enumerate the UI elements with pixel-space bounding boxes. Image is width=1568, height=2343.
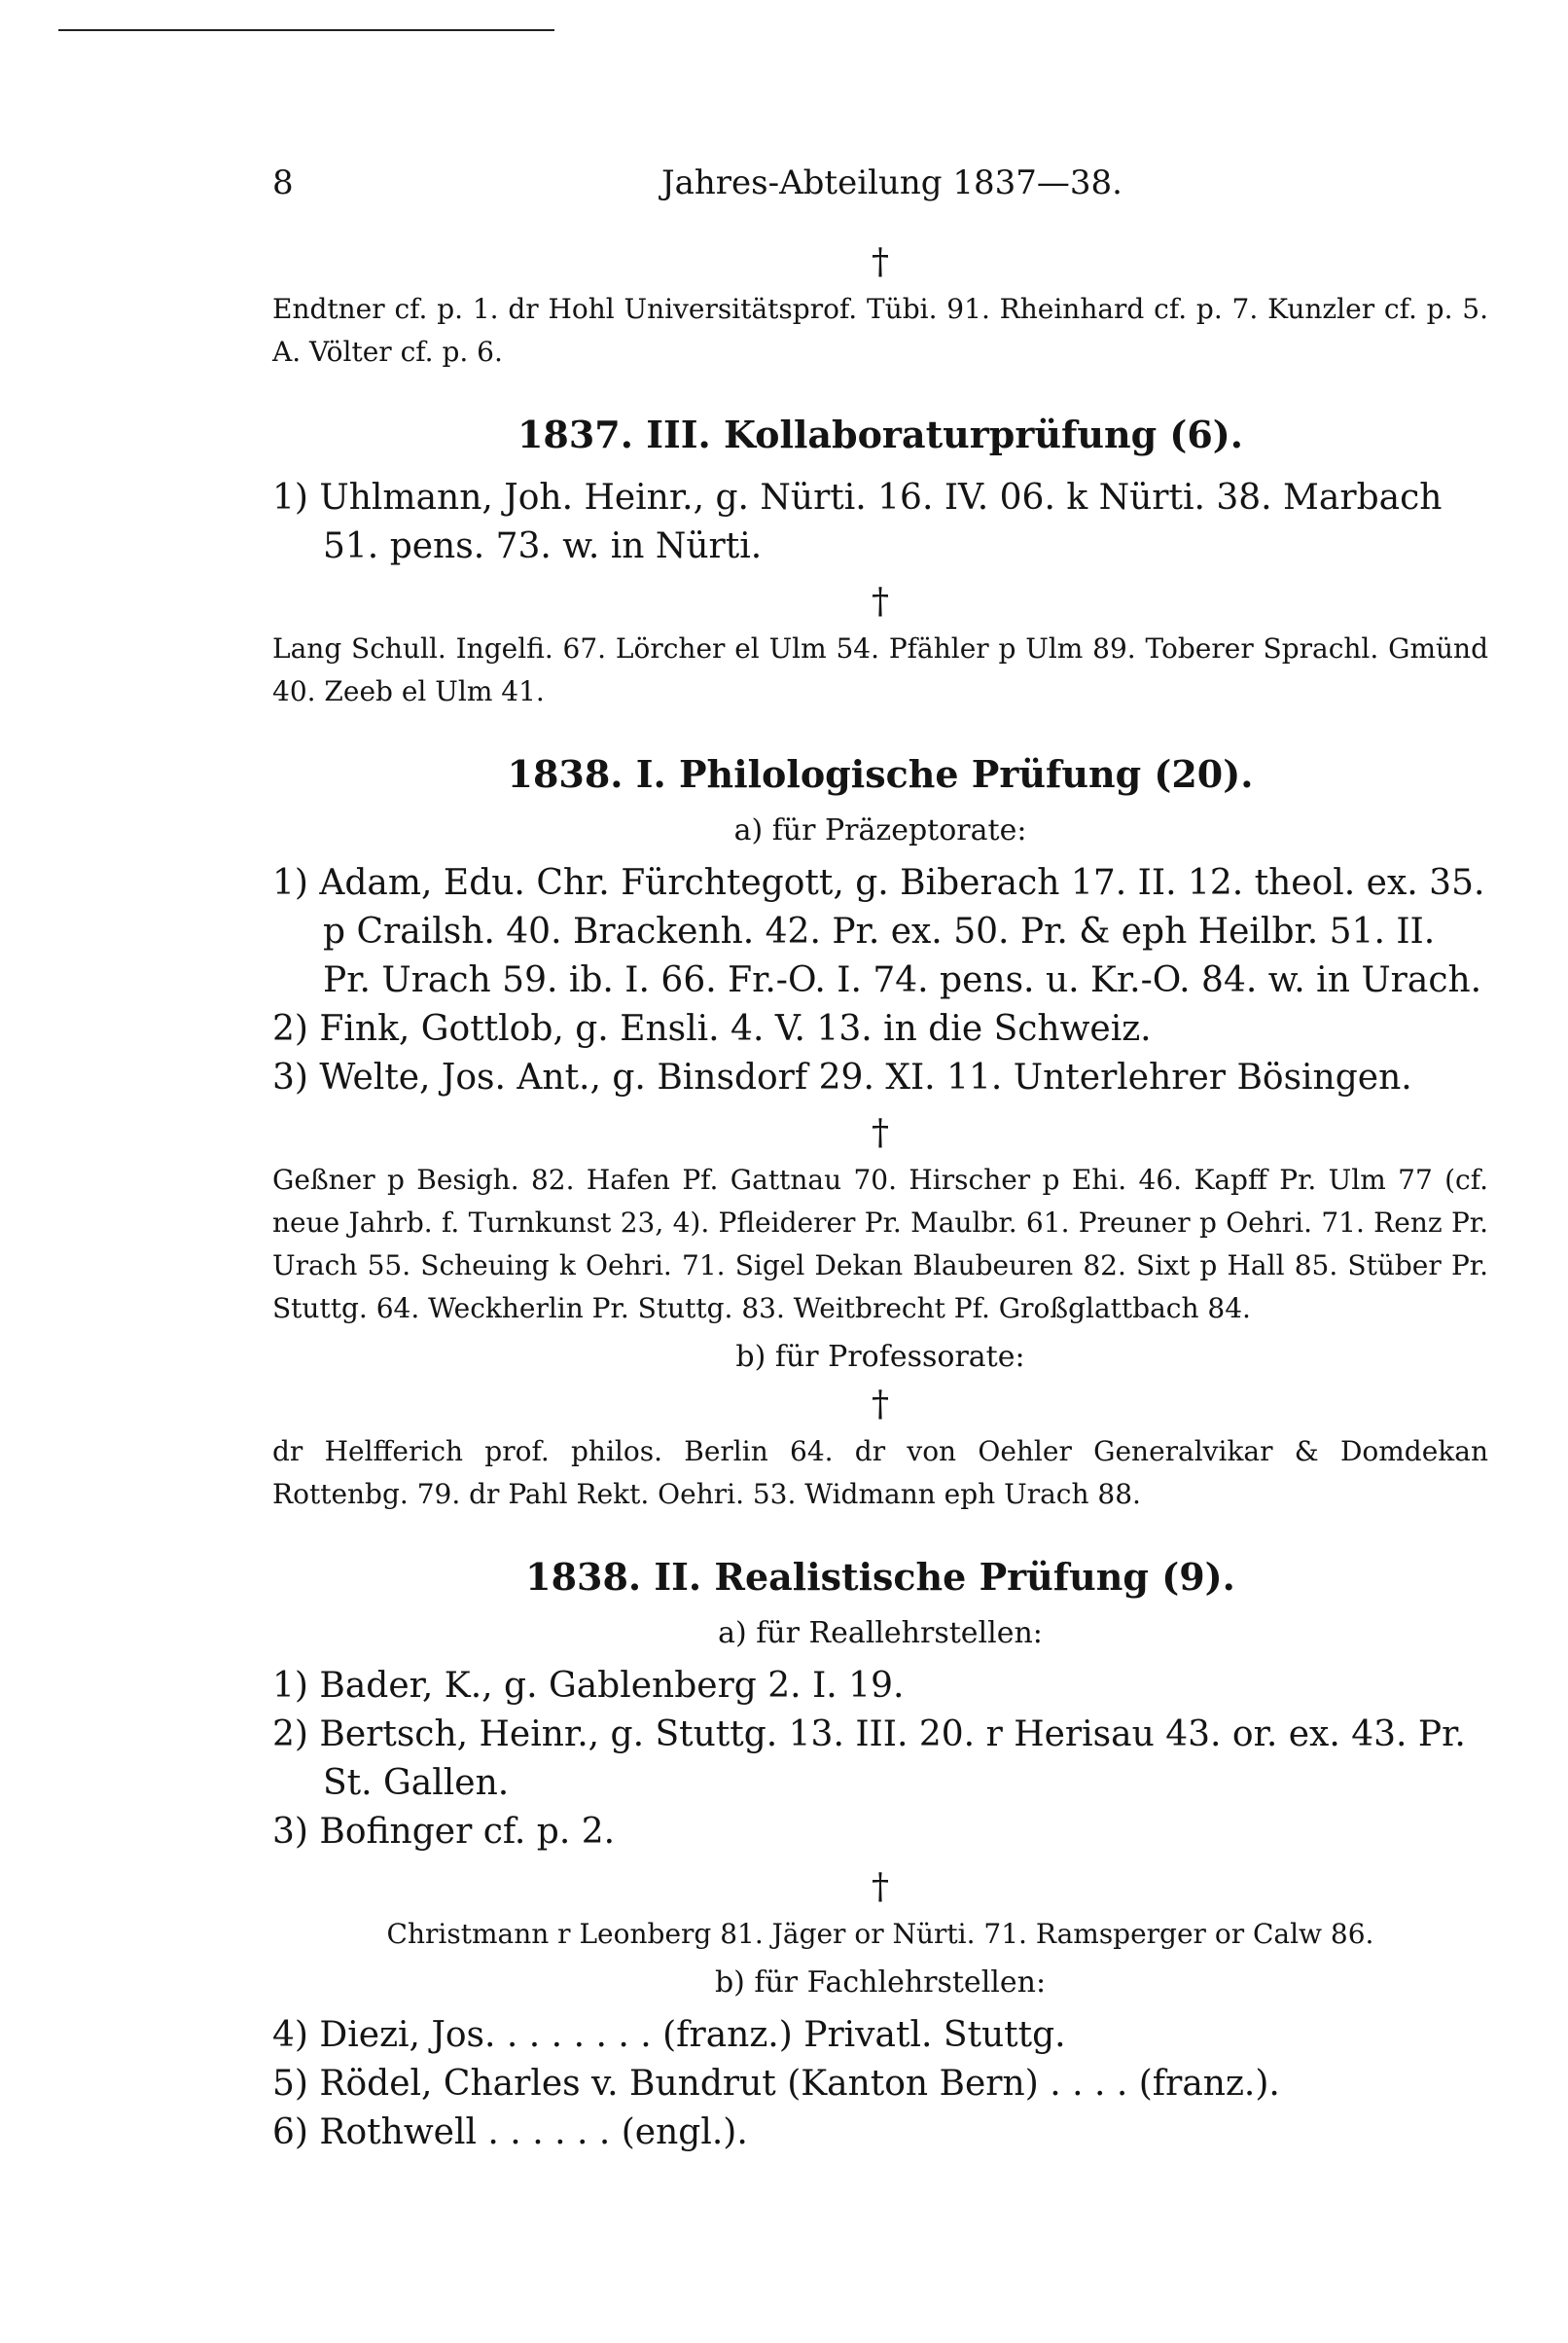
entry-1838-ii-5: 5) Rödel, Charles v. Bundrut (Kanton Bern) . . . . (franz.). — [272, 2064, 1280, 2104]
deceased-list-top: Endtner cf. p. 1. dr Hohl Universitätsprof. Tübi. 91. Rheinhard cf. p. 7. Kunzler cf. p. 5. A. Völter cf. p. 6. — [272, 293, 1488, 368]
dagger-mark: † — [872, 1867, 889, 1907]
subheading-praezeptorate: a) für Präzeptorate: — [733, 813, 1027, 847]
running-title: Jahres-Abteilung 1837—38. — [661, 163, 1123, 202]
entry-1838-i-1: 1) Adam, Edu. Chr. Fürchtegott, g. Biberach 17. II. 12. theol. ex. 35. p Crailsh. 40. Brackenh. 42. Pr. ex. 50. Pr. & eph Heilbr. 51. II. Pr. Urach 59. ib. I. 66. Fr.-O. I. 74. pens. u. Kr.-O. 84. w. in Urach. — [272, 863, 1485, 1000]
page-header — [272, 163, 1488, 212]
subheading-fachlehrstellen: b) für Fachlehrstellen: — [714, 1965, 1047, 2000]
entry-1838-ii-3: 3) Bofinger cf. p. 2. — [272, 1812, 616, 1852]
page-number: 8 — [272, 163, 294, 202]
section-title-1838-i: 1838. I. Philologische Prüfung (20). — [507, 752, 1254, 796]
entry-1838-ii-1: 1) Bader, K., g. Gablenberg 2. I. 19. — [272, 1666, 905, 1706]
deceased-list-reallehrstellen: Christmann r Leonberg 81. Jäger or Nürti. 71. Ramsperger or Calw 86. — [386, 1918, 1374, 1950]
entry-1837-iii-1: 1) Uhlmann, Joh. Heinr., g. Nürti. 16. IV. 06. k Nürti. 38. Marbach 51. pens. 73. w. in Nürti. — [272, 478, 1443, 566]
section-title-1837-iii: 1837. III. Kollaboraturprüfung (6). — [517, 413, 1244, 456]
dagger-mark: † — [872, 582, 889, 622]
entry-1838-ii-6: 6) Rothwell . . . . . . (engl.). — [272, 2112, 748, 2152]
entry-1838-ii-4: 4) Diezi, Jos. . . . . . . . (franz.) Privatl. Stuttg. — [272, 2015, 1066, 2055]
main-column — [272, 232, 1488, 2157]
dagger-mark: † — [872, 242, 889, 282]
entry-1838-i-3: 3) Welte, Jos. Ant., g. Binsdorf 29. XI. 11. Unterlehrer Bösingen. — [272, 1058, 1412, 1098]
deceased-list-praezeptorate: Geßner p Besigh. 82. Hafen Pf. Gattnau 70. Hirscher p Ehi. 46. Kapff Pr. Ulm 77 (cf. neue Jahrb. f. Turnkunst 23, 4). Pfleiderer Pr. Maulbr. 61. Preuner p Oehri. 71. Renz Pr. Urach 55. Scheuing k Oehri. 71. Sigel Dekan Blaubeuren 82. Sixt p Hall 85. Stüber Pr. Stuttg. 64. Weckherlin Pr. Stuttg. 83. Weitbrecht Pf. Großglattbach 84. — [272, 1164, 1488, 1324]
subheading-reallehrstellen: a) für Reallehrstellen: — [718, 1616, 1043, 1650]
deceased-list-1837-iii: Lang Schull. Ingelfi. 67. Lörcher el Ulm 54. Pfähler p Ulm 89. Toberer Sprachl. Gmünd 40. Zeeb el Ulm 41. — [272, 632, 1488, 707]
dagger-mark: † — [872, 1385, 889, 1424]
subheading-professorate: b) für Professorate: — [735, 1340, 1025, 1374]
entry-1838-i-2: 2) Fink, Gottlob, g. Ensli. 4. V. 13. in die Schweiz. — [272, 1009, 1152, 1049]
entry-1838-ii-2: 2) Bertsch, Heinr., g. Stuttg. 13. III. 20. r Herisau 43. or. ex. 43. Pr. St. Gallen. — [272, 1714, 1466, 1803]
section-title-1838-ii: 1838. II. Realistische Prüfung (9). — [525, 1555, 1235, 1599]
dagger-mark: † — [872, 1113, 889, 1153]
deceased-list-professorate: dr Helfferich prof. philos. Berlin 64. dr von Oehler Generalvikar & Domdekan Rottenbg. 79. dr Pahl Rekt. Oehri. 53. Widmann eph Urach 88. — [272, 1435, 1488, 1510]
